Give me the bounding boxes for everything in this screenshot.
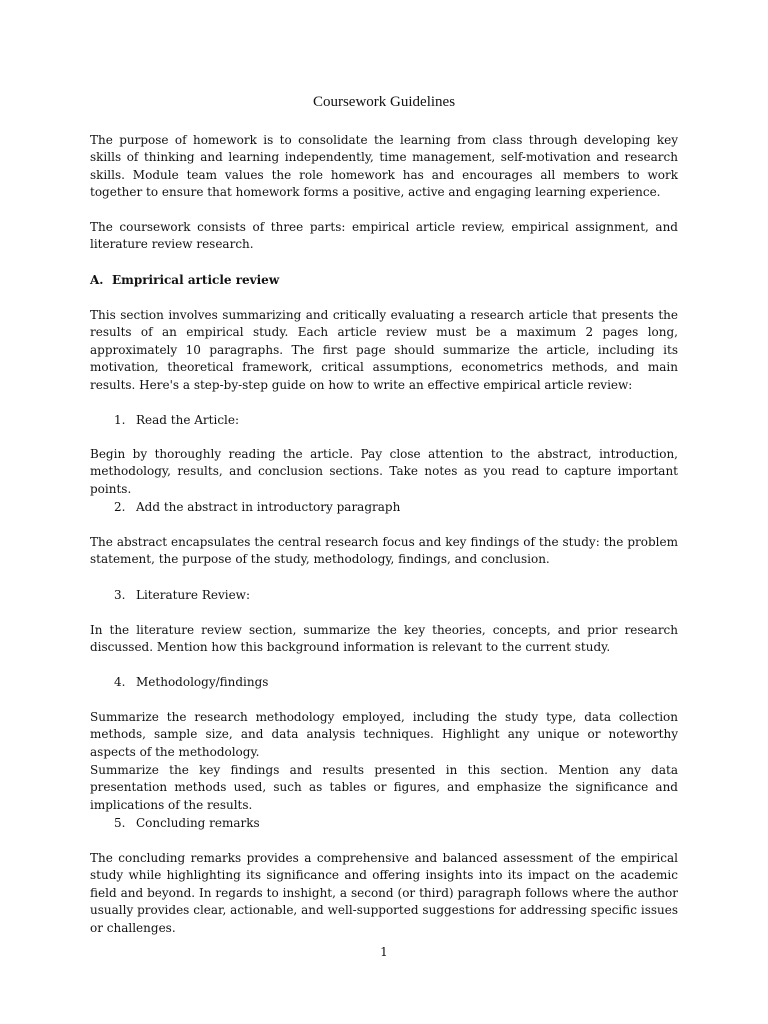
step-4-heading xyxy=(114,674,268,691)
step-3-paragraph: In the literature review section, summarize the key theories, concepts, and prior research discussed. Mention how this background information is relevant to the current study. xyxy=(90,623,678,655)
section-a-title: Emprirical article review xyxy=(112,273,280,287)
section-a-body: This section involves summarizing and critically evaluating a research article that presents the results of an empirical study. Each article review must be a maximum 2 pages long, approximately 10 paragraphs. The first page should summarize the article, including its motivation, theoretical framework, critical assumptions, econometrics methods, and main results. Here's a step-by-step guide on how to write an effective empirical article review: xyxy=(90,308,678,392)
section-a-letter: A. xyxy=(90,273,104,287)
step-5-paragraph: The concluding remarks provides a comprehensive and balanced assessment of the empirical study while highlighting its significance and offering insights into its impact on the academic field and beyond. In regards to inshight, a second (or third) paragraph follows where the author usually provides clear, actionable, and well-supported suggestions for addressing specific issues or challenges. xyxy=(90,851,678,935)
step-4-title: Methodology/findings xyxy=(136,675,269,689)
step-3-number: 3. xyxy=(114,588,126,602)
overview-paragraph: The coursework consists of three parts: empirical article review, empirical assignment, and literature review research. xyxy=(90,220,678,252)
step-2-heading xyxy=(114,499,400,516)
step-3-heading xyxy=(114,587,250,604)
step-5-title: Concluding remarks xyxy=(136,816,260,830)
step-1-title: Read the Article: xyxy=(136,413,240,427)
step-2-title: Add the abstract in introductory paragraph xyxy=(136,500,401,514)
step-5-number: 5. xyxy=(114,816,126,830)
step-2-paragraph: The abstract encapsulates the central research focus and key findings of the study: the problem statement, the purpose of the study, methodology, findings, and conclusion. xyxy=(90,535,678,567)
page-title: Coursework Guidelines xyxy=(312,94,456,110)
page-number: 1 xyxy=(380,945,388,959)
section-a-heading xyxy=(90,272,678,289)
step-1-heading xyxy=(114,412,239,429)
intro-paragraph: The purpose of homework is to consolidate the learning from class through developing key skills of thinking and learning independently, time management, self-motivation and research skills. Module team values the role homework has and encourages all members to work together to ensure that homework forms a positive, active and engaging learning experience. xyxy=(90,133,678,200)
step-5-heading xyxy=(114,815,260,832)
step-3-title: Literature Review: xyxy=(136,588,250,602)
step-4-number: 4. xyxy=(114,675,126,689)
step-4-paragraph-1: Summarize the research methodology employed, including the study type, data collection methods, sample size, and data analysis techniques. Highlight any unique or noteworthy aspects of the methodology. xyxy=(90,710,678,759)
step-1-paragraph: Begin by thoroughly reading the article. Pay close attention to the abstract, introduction, methodology, results, and conclusion sections. Take notes as you read to capture important points. xyxy=(90,447,678,496)
step-1-number: 1. xyxy=(114,413,126,427)
step-4-paragraph-2: Summarize the key findings and results presented in this section. Mention any data presentation methods used, such as tables or figures, and emphasize the significance and implications of the results. xyxy=(90,763,678,812)
step-2-number: 2. xyxy=(114,500,126,514)
